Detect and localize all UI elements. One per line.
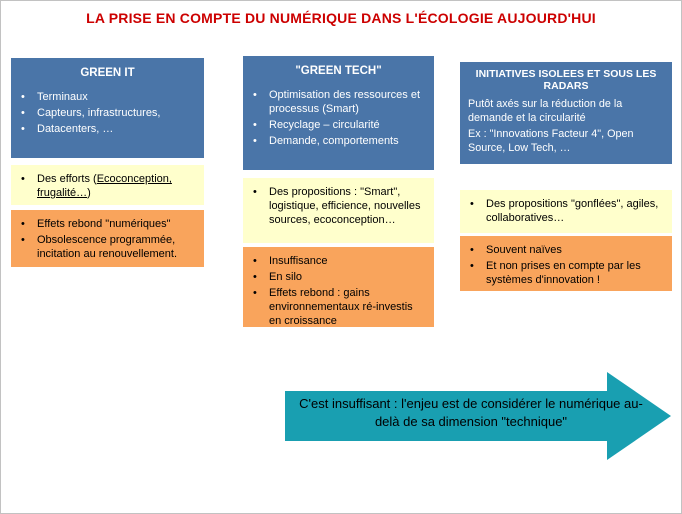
efforts-prefix: Des efforts ( xyxy=(37,173,97,185)
bullet-item: • Capteurs, infrastructures, xyxy=(11,106,194,120)
green-it-efforts-list xyxy=(11,165,204,206)
green-tech-orange-box xyxy=(243,247,434,327)
green-tech-bullet-list xyxy=(243,84,434,154)
bullet-item: • Demande, comportements xyxy=(243,134,424,148)
bullet-item xyxy=(11,172,194,200)
bullet-item: • Recyclage – circularité xyxy=(243,118,424,132)
initiatives-header: INITIATIVES ISOLEES ET SOUS LES RADARS xyxy=(475,68,657,92)
green-tech-propositions-list xyxy=(243,178,434,233)
bullet-item: • Effets rebond : gains environnementaux ré-investis en croissance xyxy=(243,286,424,328)
green-it-blue-box xyxy=(11,58,204,158)
initiatives-limits-list xyxy=(460,236,672,293)
green-it-limits-list xyxy=(11,210,204,267)
efforts-suffix: ) xyxy=(87,187,91,200)
initiatives-description xyxy=(460,96,672,155)
bullet-item: • Effets rebond "numériques" xyxy=(11,217,194,231)
green-tech-header: "GREEN TECH" xyxy=(295,65,382,77)
initiatives-paragraph: Putôt axés sur la réduction de la demande et la circularité xyxy=(468,98,623,125)
green-tech-yellow-box xyxy=(243,178,434,243)
conclusion-text: C'est insuffisant : l'enjeu est de considérer le numérique au-delà de sa dimension "technique" xyxy=(299,396,643,429)
bullet-item: • Obsolescence programmée, incitation au renouvellement. xyxy=(11,233,194,261)
bullet-item: • Des propositions "gonflées", agiles, collaboratives… xyxy=(460,197,662,225)
green-it-orange-box xyxy=(11,210,204,267)
bullet-item: • Souvent naïves xyxy=(460,243,662,257)
bullet-item: • Terminaux xyxy=(11,90,194,104)
green-it-header: GREEN IT xyxy=(80,67,135,79)
bullet-item: • Et non prises en compte par les systèmes d'innovation ! xyxy=(460,259,662,287)
bullet-item: • Optimisation des ressources et processus (Smart) xyxy=(243,88,424,116)
initiatives-blue-box xyxy=(460,62,672,164)
initiatives-paragraph: Ex : "Innovations Facteur 4", Open Source, Low Tech, … xyxy=(468,128,634,155)
bullet-item: • Insuffisance xyxy=(243,254,424,268)
green-tech-blue-box xyxy=(243,56,434,170)
bullet-item: • Datacenters, … xyxy=(11,122,194,136)
bullet-item: • Des propositions : "Smart", logistique, efficience, nouvelles sources, ecoconception… xyxy=(243,185,424,227)
initiatives-yellow-box xyxy=(460,190,672,233)
green-tech-limits-list xyxy=(243,247,434,334)
efforts-underlined: Ecoconception, frugalité… xyxy=(37,173,172,200)
slide-title: LA PRISE EN COMPTE DU NUMÉRIQUE DANS L'ÉCOLOGIE AUJOURD'HUI xyxy=(86,10,596,26)
bullet-item: • En silo xyxy=(243,270,424,284)
green-it-bullet-list xyxy=(11,86,204,142)
initiatives-orange-box xyxy=(460,236,672,291)
green-it-yellow-box xyxy=(11,165,204,205)
initiatives-propositions-list xyxy=(460,190,672,231)
